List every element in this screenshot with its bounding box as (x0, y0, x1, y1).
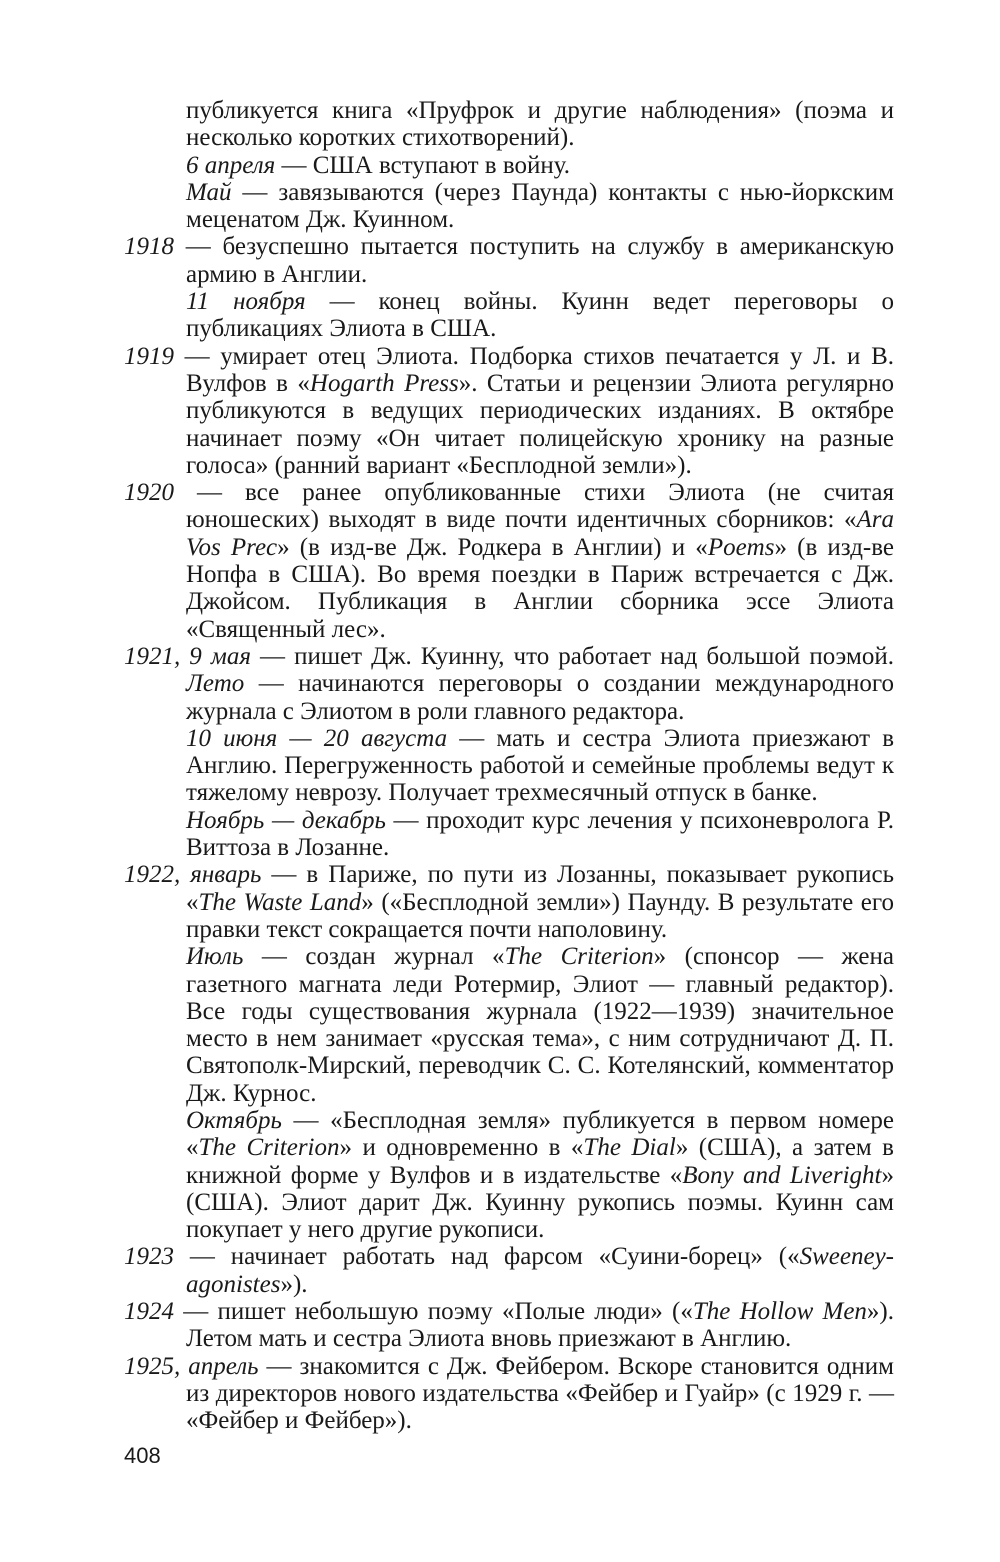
italic-text: The Waste Land (198, 888, 362, 916)
chronology-paragraph (124, 725, 894, 807)
text-run: публикуется книга «Пруфрок и другие наблюдения» (поэма и несколько коротких стихотворений). (186, 97, 894, 152)
chronology-entry (124, 479, 894, 643)
italic-text: 10 июня — 20 августа (186, 724, 448, 752)
chronology-paragraph (124, 1107, 894, 1243)
italic-text: Ara Vos Prec (186, 506, 894, 561)
text-run: — пишет Дж. Куинну, что работает над большой поэмой. (250, 642, 895, 670)
chronology-entry (124, 1353, 894, 1435)
italic-text: Май (186, 178, 232, 206)
italic-text: 1924 (124, 1298, 174, 1326)
text-run: » (США), а затем в книжной форме у Вулфов и в издательстве « (186, 1134, 894, 1189)
italic-text: The Criterion (198, 1134, 340, 1162)
text-run: — создан журнал « (243, 943, 505, 971)
text-run: — «Бесплодная земля» публикуется в первом номере « (186, 1106, 894, 1162)
italic-text: The Dial (583, 1134, 676, 1162)
italic-text: Октябрь (186, 1106, 282, 1134)
italic-text: The Hollow Men (692, 1298, 867, 1326)
text-run: — проходит курс лечения у психоневролога Р. Виттоза в Лозанне. (186, 806, 894, 862)
text-run: — конец войны. Куинн ведет переговоры о публикациях Элиота в США. (186, 288, 895, 343)
italic-text: Июль (186, 943, 244, 971)
text-run: ». Статьи и рецензии Элиота регулярно публикуются в ведущих периодических изданиях. В октябре начинает поэму «Он читает полицейскую хронику на разные голоса» (ранний вариант «Бесплодной земли»). (186, 369, 894, 479)
italic-text: Hogarth Press (309, 369, 459, 397)
text-run: » (в изд-ве Дж. Родкера в Англии) и « (277, 533, 708, 561)
page-number: 408 (124, 1443, 161, 1468)
chronology-entry (124, 1298, 894, 1353)
text-run: — умирает отец Элиота. Подборка стихов печатается у Л. и В. Вулфов в « (174, 342, 894, 397)
text-run: — начинает работать над фарсом «Суини-борец» (« (174, 1243, 800, 1271)
italic-text: 1925, апрель (124, 1352, 259, 1380)
text-run: — США вступают в войну. (275, 151, 570, 179)
chronology-entry (124, 643, 894, 725)
chronology-paragraph (124, 943, 894, 1107)
text-run: — мать и сестра Элиота приезжают в Англию. Перегруженность работой и семейные проблемы ведут к тяжелому неврозу. Получает трехмесячный отпуск в банке. (186, 724, 894, 807)
text-run: — пишет небольшую поэму «Полые люди» (« (174, 1298, 693, 1326)
italic-text: Bony and Liveright (682, 1161, 882, 1189)
chronology-paragraph (124, 152, 894, 179)
text-run: » («Бесплодной земли») Паунду. В результате его правки текст сокращается почти наполовину. (186, 888, 894, 943)
text-run: »). (280, 1270, 308, 1298)
text-run: »). Летом мать и сестра Элиота вновь приезжают в Англию. (186, 1298, 894, 1353)
italic-text: 1920 (124, 479, 174, 507)
italic-text: 6 апреля (186, 151, 276, 179)
chronology-paragraph (124, 288, 894, 343)
chronology-entry (124, 1243, 894, 1298)
italic-text: 1919 (124, 342, 174, 370)
text-run: — в Париже, по пути из Лозанны, показывает рукопись « (186, 861, 895, 916)
chronology-paragraph (124, 97, 894, 152)
text-run: — знакомится с Дж. Фейбером. Вскоре становится одним из директоров нового издательства «Фейбер и Гуайр» (с 1929 г. — «Фейбер и Фейбер»). (186, 1352, 894, 1435)
chronology-entry (124, 861, 894, 943)
chronology-paragraph (124, 179, 894, 234)
text-run: » (в изд-ве Нопфа в США). Во время поездки в Париж встречается с Дж. Джойсом. Публикация в Англии сборника эссе Элиота «Священный лес». (186, 533, 894, 643)
text-run: — завязываются (через Паунда) контакты с нью-йоркским меценатом Дж. Куинном. (186, 178, 894, 234)
italic-text: 1921, 9 мая (124, 642, 251, 670)
page-body (124, 97, 894, 1435)
text-run: — все ранее опубликованные стихи Элиота (не считая юношеских) выходят в виде почти идентичных сборников: « (174, 479, 894, 534)
text-run: » (США). Элиот дарит Дж. Куинну рукопись поэмы. Куинн сам покупает у него другие рукописи. (186, 1161, 894, 1244)
text-run: — начинаются переговоры о создании международного журнала с Элиотом в роли главного редактора. (186, 670, 894, 725)
chronology-entry (124, 343, 894, 479)
chronology-paragraph (124, 807, 894, 862)
italic-text: Sweeney-agonistes (186, 1243, 894, 1298)
italic-text: Лето (186, 670, 245, 698)
italic-text: 1922, январь (124, 861, 262, 889)
italic-text: 1923 (124, 1243, 174, 1271)
italic-text: The Criterion (504, 943, 654, 971)
italic-text: 1918 (124, 233, 174, 261)
italic-text: 11 ноября (186, 288, 306, 316)
chronology-entry (124, 233, 894, 288)
italic-text: Poems (707, 533, 775, 561)
text-run: » (спонсор — жена газетного магната леди Ротермир, Элиот — главный редактор). Все годы существования журнала (1922—1939) значительное место в нем занимает «русская тема», с ним сотрудничают Д. П. Святополк-Мирский, переводчик С. С. Котелянский, комментатор Дж. Курнос. (186, 943, 894, 1107)
text-run: » и одновременно в « (339, 1134, 584, 1162)
text-run: — безуспешно пытается поступить на службу в американскую армию в Англии. (174, 233, 894, 288)
italic-text: Ноябрь — декабрь (186, 806, 386, 834)
